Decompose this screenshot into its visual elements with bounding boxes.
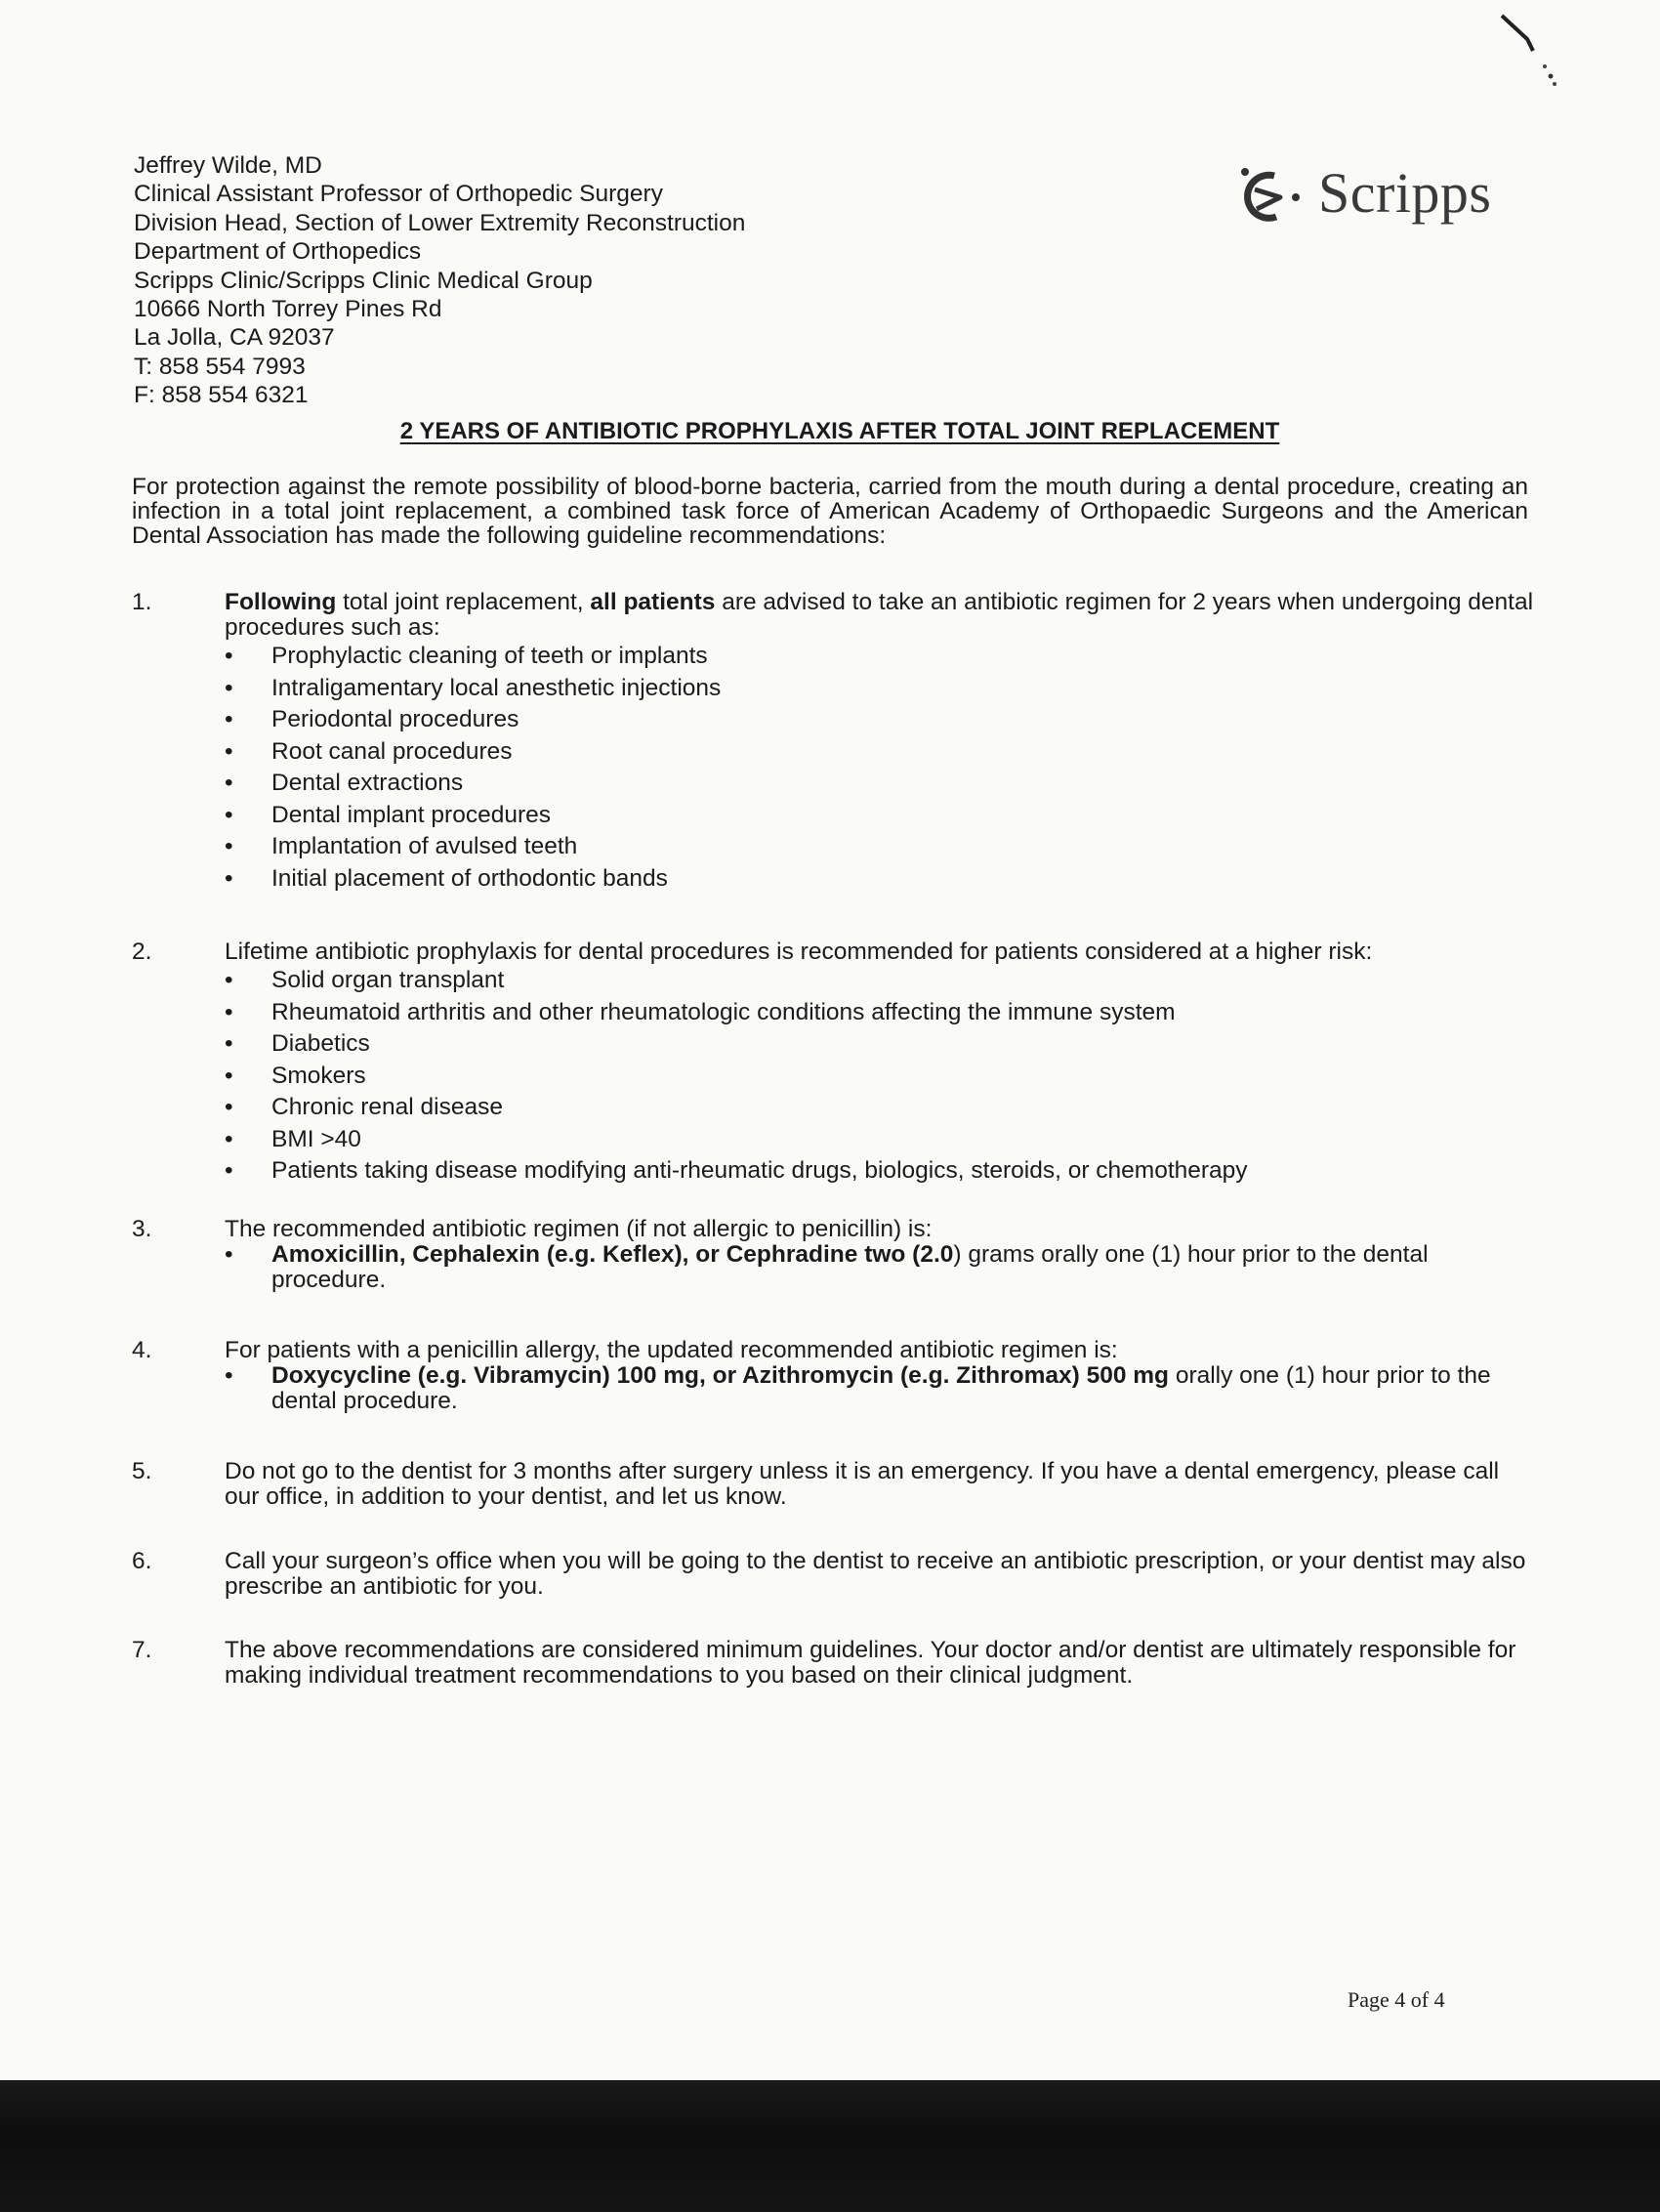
department: Department of Orthopedics	[134, 238, 422, 266]
list-item: • Root canal procedures	[225, 736, 1533, 769]
item-body	[225, 1549, 1533, 1600]
list-item	[225, 1363, 1533, 1414]
item-body	[225, 1217, 1533, 1293]
doctor-title: Clinical Assistant Professor of Orthopedic Surgery	[134, 181, 663, 208]
corner-mark-icon	[1494, 10, 1562, 88]
list-item: • Intraligamentary local anesthetic injections	[225, 673, 1533, 705]
document-title: 2 YEARS OF ANTIBIOTIC PROPHYLAXIS AFTER TOTAL JOINT REPLACEMENT	[399, 418, 1280, 444]
organization: Scripps Clinic/Scripps Clinic Medical Group	[134, 267, 593, 294]
item-number: 7.	[132, 1637, 152, 1663]
item-number: 1.	[132, 589, 152, 615]
list-item: • Implantation of avulsed teeth	[225, 831, 1533, 863]
procedure-list	[225, 641, 1533, 895]
item-body	[225, 590, 1533, 895]
item-body	[225, 1338, 1533, 1414]
item-number: 6.	[132, 1548, 152, 1574]
bold-text: Amoxicillin, Cephalexin (e.g. Keflex), or Cephradine two (2.0	[271, 1241, 954, 1268]
list-item: • Chronic renal disease	[225, 1092, 1533, 1124]
item-number: 3.	[132, 1216, 152, 1242]
bold-text: Doxycycline (e.g. Vibramycin) 100 mg, or Azithromycin (e.g. Zithromax) 500 mg	[271, 1362, 1170, 1389]
list-item: • Diabetics	[225, 1028, 1533, 1061]
list-item: • Patients taking disease modifying anti-rheumatic drugs, biologics, steroids, or chemotherapy	[225, 1155, 1533, 1188]
item-body	[225, 1638, 1533, 1689]
item-text	[225, 590, 1533, 641]
bold-text: Following	[225, 589, 337, 615]
list-item: • Smokers	[225, 1061, 1533, 1093]
scanner-edge	[0, 2080, 1660, 2212]
bold-text: all patients	[590, 589, 716, 615]
item-text: The recommended antibiotic regimen (if not allergic to penicillin) is:	[225, 1216, 933, 1242]
item-text: The above recommendations are considered minimum guidelines. Your doctor and/or dentist are ultimately responsible for making individual treatment recommendations to you based on their clinical judgment.	[225, 1637, 1516, 1689]
item-body	[225, 939, 1533, 1188]
list-item: • Rheumatoid arthritis and other rheumatologic conditions affecting the immune system	[225, 997, 1533, 1029]
city-state-zip: La Jolla, CA 92037	[134, 324, 335, 352]
item-number: 2.	[132, 939, 152, 965]
list-item	[225, 1242, 1533, 1293]
street-address: 10666 North Torrey Pines Rd	[134, 296, 442, 323]
list-item: • Dental extractions	[225, 768, 1533, 800]
item-body	[225, 1459, 1533, 1510]
item-text: Call your surgeon’s office when you will be going to the dentist to receive an antibiotic prescription, or your dentist may also prescribe an antibiotic for you.	[225, 1548, 1526, 1600]
logo-text: Scripps	[1318, 161, 1492, 225]
list-item: • Dental implant procedures	[225, 800, 1533, 832]
regimen-list	[225, 1242, 1533, 1293]
item-number: 4.	[132, 1337, 152, 1363]
item-text-part: ) grams orally one (1) hour prior to the dental procedure.	[271, 1241, 1429, 1293]
scripps-logo	[1235, 156, 1528, 234]
item-text: Do not go to the dentist for 3 months after surgery unless it is an emergency. If you have a dental emergency, please call our office, in addition to your dentist, and let us know.	[225, 1458, 1500, 1510]
item-number: 5.	[132, 1458, 152, 1484]
letterhead	[134, 151, 745, 410]
item-text-part: orally one (1) hour prior to the dental procedure.	[271, 1362, 1491, 1414]
scripps-logo-icon	[1235, 164, 1304, 229]
division-head: Division Head, Section of Lower Extremity Reconstruction	[134, 209, 746, 236]
doctor-name: Jeffrey Wilde, MD	[134, 152, 322, 179]
list-item: • Solid organ transplant	[225, 965, 1533, 997]
item-text: For patients with a penicillin allergy, the updated recommended antibiotic regimen is:	[225, 1337, 1118, 1363]
risk-list	[225, 965, 1533, 1188]
list-item: • Initial placement of orthodontic bands	[225, 863, 1533, 896]
telephone: T: 858 554 7993	[134, 353, 306, 380]
item-text-part: total joint replacement,	[336, 589, 591, 615]
allergy-regimen-list	[225, 1363, 1533, 1414]
list-item: • BMI >40	[225, 1124, 1533, 1156]
list-item: • Prophylactic cleaning of teeth or implants	[225, 641, 1533, 673]
item-text-part: are advised to take an antibiotic regimen for 2 years when undergoing dental procedures such as:	[225, 589, 1534, 641]
item-text: Lifetime antibiotic prophylaxis for dental procedures is recommended for patients considered at a higher risk:	[225, 939, 1373, 965]
list-item: • Periodontal procedures	[225, 704, 1533, 736]
page-number: Page 4 of 4	[1348, 1987, 1445, 2012]
intro-paragraph: For protection against the remote possibility of blood-borne bacteria, carried from the mouth during a dental procedure, creating an infection in a total joint replacement, a combined task force of American Academy of Orthopaedic Surgeons and the American Dental Association has made the following guideline recommendations:	[132, 474, 1528, 549]
fax: F: 858 554 6321	[134, 382, 309, 409]
